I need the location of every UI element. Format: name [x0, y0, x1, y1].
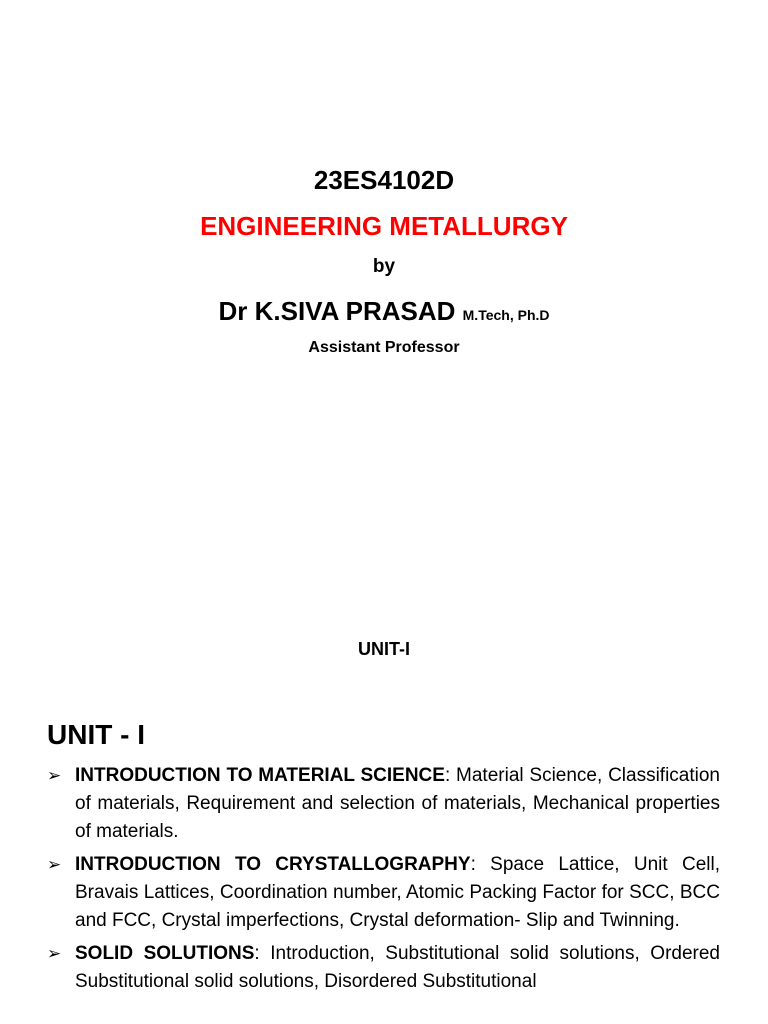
list-item — [47, 762, 720, 846]
author-role: Assistant Professor — [308, 339, 460, 356]
bullet-heading: INTRODUCTION TO MATERIAL SCIENCE — [75, 765, 445, 786]
bullet-heading: INTRODUCTION TO CRYSTALLOGRAPHY — [75, 854, 471, 875]
by-label: by — [372, 256, 396, 277]
arrow-bullet-icon: ➢ — [47, 855, 62, 874]
author-qualifications: M.Tech, Ph.D — [462, 307, 550, 323]
bullet-heading: SOLID SOLUTIONS — [75, 943, 255, 964]
bullet-text: : Space Lattice, Unit Cell, Bravais Lattices, Coordination number, Atomic Packing Factor for SCC, BCC and FCC, Crystal imperfections, Crystal deformation- Slip and Twinning. — [75, 854, 720, 931]
syllabus-list — [47, 762, 720, 1001]
course-title: ENGINEERING METALLURGY — [200, 211, 568, 241]
arrow-bullet-icon: ➢ — [47, 944, 62, 963]
bullet-text: : Material Science, Classification of materials, Requirement and selection of materials, Mechanical properties of materials. — [75, 765, 720, 842]
unit-title: UNIT - I — [47, 719, 145, 750]
unit-label: UNIT-I — [358, 639, 410, 659]
course-code: 23ES4102D — [313, 165, 455, 195]
author-name: Dr K.SIVA PRASAD — [218, 296, 456, 326]
bullet-text: : Introduction, Substitutional solid solutions, Ordered Substitutional solid solutions, Disordered Substitutional — [75, 943, 720, 992]
arrow-bullet-icon: ➢ — [47, 766, 62, 785]
list-item — [47, 851, 720, 935]
author-line — [0, 296, 768, 327]
list-item — [47, 940, 720, 996]
